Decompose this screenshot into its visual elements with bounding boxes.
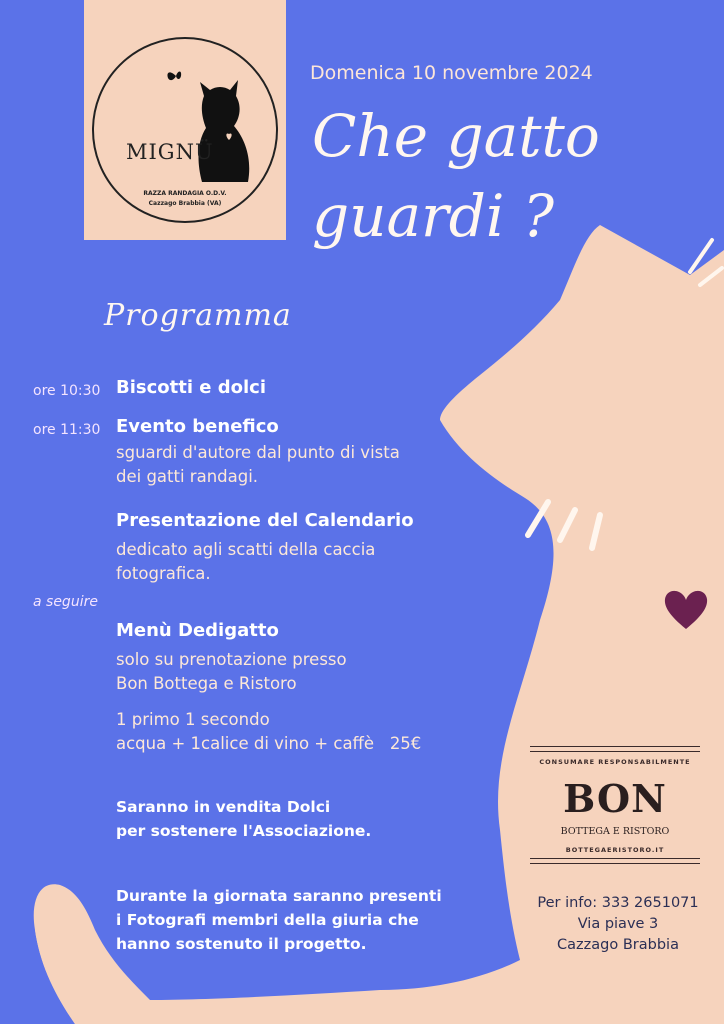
mignu-logo [84, 0, 286, 240]
contact-info [528, 893, 708, 956]
logo-butterfly-icon [167, 72, 181, 81]
bon-logo [530, 742, 700, 864]
item4-time: a seguire [33, 594, 98, 610]
bon-website: BOTTEGAERISTORO.IT [565, 846, 665, 854]
item1-title: Biscotti e dolci [116, 377, 267, 398]
item3-desc2: fotografica. [116, 564, 211, 583]
sale-line2: per sostenere l'Associazione. [116, 822, 372, 840]
logo-line2: Cazzago Brabbia (VA) [148, 200, 222, 207]
info-street: Via piave 3 [577, 916, 659, 932]
bon-tagline: CONSUMARE RESPONSABILMENTE [539, 758, 691, 766]
item3-desc1: dedicato agli scatti della caccia [116, 540, 376, 559]
event-title [312, 96, 642, 256]
logo-line1: RAZZA RANDAGIA O.D.V. [143, 190, 227, 197]
bon-subtitle: BOTTEGA E RISTORO [560, 826, 670, 837]
item4-title: Menù Dedigatto [116, 620, 279, 641]
sale-line1: Saranno in vendita Dolci [116, 798, 331, 816]
info-city: Cazzago Brabbia [557, 937, 679, 953]
info-phone: Per info: 333 2651071 [537, 895, 699, 911]
title-line2: guardi ? [312, 182, 554, 250]
photo-line3: hanno sostenuto il progetto. [116, 935, 367, 953]
item4-desc1: solo su prenotazione presso [116, 650, 347, 669]
logo-name: MIGNÜ [126, 140, 214, 164]
item2-time: ore 11:30 [33, 422, 101, 438]
bon-top-rule [530, 746, 700, 752]
item2-title: Evento benefico [116, 416, 279, 437]
event-date: Domenica 10 novembre 2024 [310, 62, 593, 84]
item2-desc1: sguardi d'autore dal punto di vista [116, 443, 400, 462]
programma-heading: Programma [104, 298, 292, 333]
item4-desc3: 1 primo 1 secondo [116, 710, 270, 729]
bon-bottom-rule [530, 858, 700, 864]
photo-line2: i Fotografi membri della giuria che [116, 911, 419, 929]
item3-title: Presentazione del Calendario [116, 510, 414, 531]
item4-desc4: acqua + 1calice di vino + caffè 25€ [116, 734, 422, 753]
item2-desc2: dei gatti randagi. [116, 467, 259, 486]
bon-name: BON [563, 776, 667, 821]
title-line1: Che gatto [312, 102, 600, 170]
logo-cat-icon [199, 80, 250, 182]
photo-line1: Durante la giornata saranno presenti [116, 887, 442, 905]
item1-time: ore 10:30 [33, 383, 101, 399]
item4-desc2: Bon Bottega e Ristoro [116, 674, 297, 693]
